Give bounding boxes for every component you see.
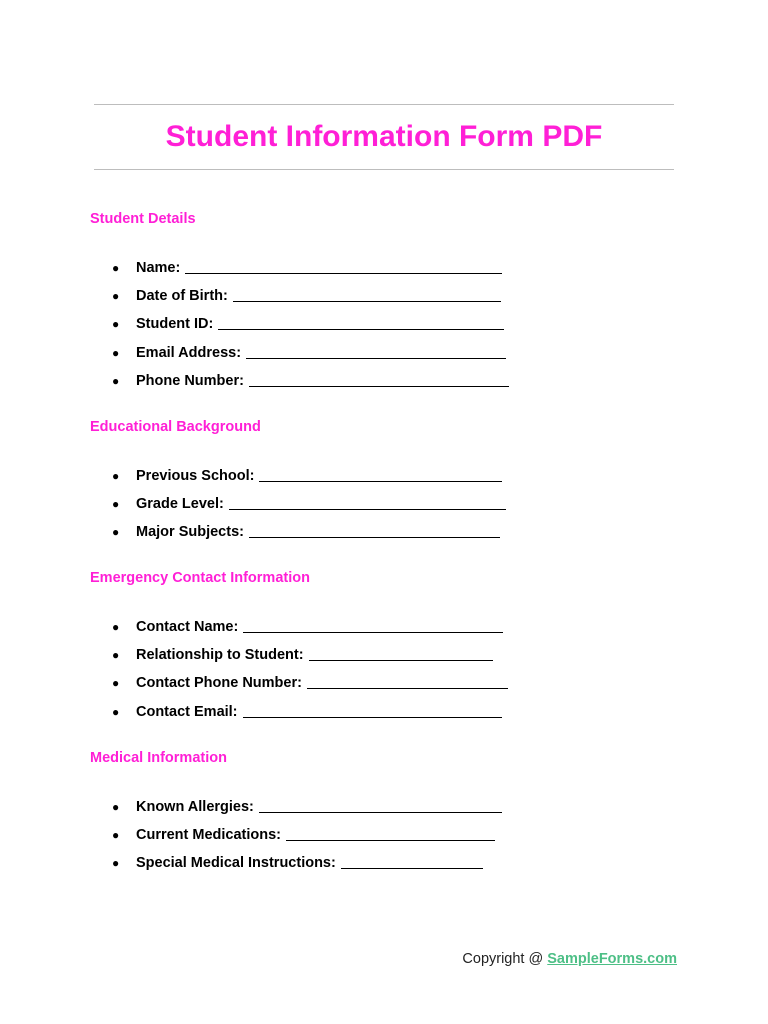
student-id-blank[interactable] bbox=[218, 315, 504, 330]
field-label: Relationship to Student: bbox=[136, 647, 304, 664]
title-bottom-rule bbox=[94, 169, 674, 170]
student-details-list bbox=[112, 257, 509, 398]
field-label: Contact Name: bbox=[136, 619, 239, 635]
field-label: Major Subjects: bbox=[136, 524, 244, 541]
field-label: Previous School: bbox=[136, 468, 255, 484]
field-label: Contact Email: bbox=[136, 703, 238, 720]
contact-phone-number-blank[interactable] bbox=[307, 674, 508, 689]
field-label: Current Medications: bbox=[136, 827, 282, 844]
bullet-icon: ● bbox=[112, 289, 120, 304]
field-previous-school bbox=[112, 465, 506, 493]
field-name bbox=[112, 257, 509, 285]
previous-school-blank[interactable] bbox=[259, 467, 502, 482]
bullet-icon: ● bbox=[112, 800, 120, 814]
field-contact-phone-number bbox=[112, 672, 508, 700]
known-allergies-blank[interactable] bbox=[259, 798, 502, 813]
field-date-of-birth bbox=[112, 285, 509, 313]
title-top-rule bbox=[94, 104, 674, 105]
section-heading-student-details: Student Details bbox=[90, 211, 196, 227]
field-contact-name bbox=[112, 616, 508, 644]
bullet-icon: ● bbox=[112, 261, 120, 275]
educational-background-list bbox=[112, 465, 506, 550]
field-label: Special Medical Instructions: bbox=[136, 855, 336, 872]
field-current-medications bbox=[112, 824, 502, 852]
field-email-address bbox=[112, 342, 509, 370]
current-medications-blank[interactable] bbox=[286, 826, 495, 841]
section-heading-emergency-contact: Emergency Contact Information bbox=[90, 570, 310, 586]
field-known-allergies bbox=[112, 796, 502, 824]
emergency-contact-list bbox=[112, 616, 508, 729]
bullet-icon: ● bbox=[112, 469, 120, 483]
contact-email-blank[interactable] bbox=[243, 703, 502, 718]
bullet-icon: ● bbox=[112, 317, 120, 332]
field-label: Known Allergies: bbox=[136, 799, 254, 815]
copyright-footer bbox=[462, 950, 677, 968]
field-label: Name: bbox=[136, 260, 181, 276]
section-heading-medical-information: Medical Information bbox=[90, 750, 227, 766]
bullet-icon: ● bbox=[112, 345, 120, 360]
email-address-blank[interactable] bbox=[246, 344, 506, 359]
field-special-medical-instructions bbox=[112, 852, 502, 880]
field-relationship-to-student bbox=[112, 644, 508, 672]
field-label: Grade Level: bbox=[136, 496, 224, 513]
bullet-icon: ● bbox=[112, 828, 120, 843]
field-label: Contact Phone Number: bbox=[136, 675, 302, 692]
bullet-icon: ● bbox=[112, 497, 120, 512]
medical-information-list bbox=[112, 796, 502, 881]
field-label: Date of Birth: bbox=[136, 288, 228, 305]
contact-name-blank[interactable] bbox=[243, 618, 503, 633]
date-of-birth-blank[interactable] bbox=[233, 287, 501, 302]
page-title: Student Information Form PDF bbox=[165, 120, 603, 153]
bullet-icon: ● bbox=[112, 856, 120, 871]
major-subjects-blank[interactable] bbox=[249, 523, 500, 538]
field-major-subjects bbox=[112, 521, 506, 549]
field-phone-number bbox=[112, 370, 509, 398]
bullet-icon: ● bbox=[112, 620, 120, 634]
bullet-icon: ● bbox=[112, 676, 120, 691]
field-label: Email Address: bbox=[136, 344, 242, 361]
special-medical-instructions-blank[interactable] bbox=[341, 854, 483, 869]
sampleforms-link[interactable]: SampleForms.com bbox=[547, 951, 677, 967]
copyright-text: Copyright @ bbox=[462, 951, 548, 967]
relationship-to-student-blank[interactable] bbox=[309, 646, 493, 661]
name-blank[interactable] bbox=[185, 259, 502, 274]
field-contact-email bbox=[112, 701, 508, 729]
bullet-icon: ● bbox=[112, 373, 120, 388]
field-student-id bbox=[112, 313, 509, 341]
bullet-icon: ● bbox=[112, 525, 120, 540]
grade-level-blank[interactable] bbox=[229, 495, 506, 510]
section-heading-educational-background: Educational Background bbox=[90, 419, 261, 435]
field-label: Phone Number: bbox=[136, 372, 244, 389]
bullet-icon: ● bbox=[112, 648, 120, 663]
phone-number-blank[interactable] bbox=[249, 372, 509, 387]
field-label: Student ID: bbox=[136, 316, 214, 333]
field-grade-level bbox=[112, 493, 506, 521]
bullet-icon: ● bbox=[112, 704, 120, 719]
